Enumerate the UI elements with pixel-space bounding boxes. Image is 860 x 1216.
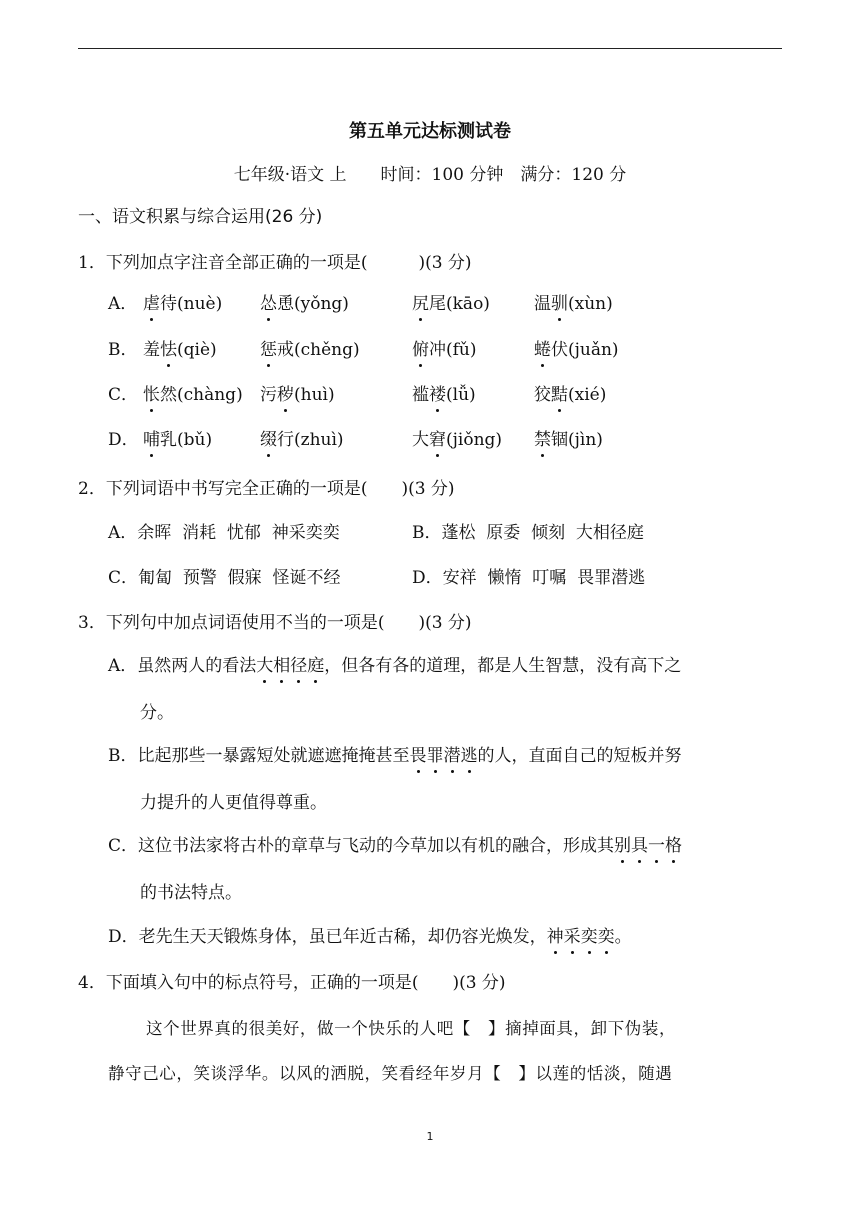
question-3-option-b-continued: 力提升的人更值得尊重。 xyxy=(140,793,327,813)
question-2-option-a: A．余晖 消耗 忧郁 神采奕奕 xyxy=(108,523,340,543)
question-1-term: 怅然(chàng) xyxy=(143,385,243,405)
question-1-term: 哺乳(bǔ) xyxy=(143,430,213,450)
question-1-stem: 1．下列加点字注音全部正确的一项是( )(3 分) xyxy=(78,253,472,273)
question-2-option-c: C．匍匐 预警 假寐 怪诞不经 xyxy=(108,568,341,588)
emphasis-dot-char: 虐 xyxy=(143,294,160,314)
question-1-option-label: C． xyxy=(108,385,139,405)
page-subtitle: 七年级·语文 上 时间：100 分钟 满分：120 分 xyxy=(233,165,627,185)
section-heading: 一、语文积累与综合运用(26 分) xyxy=(78,207,323,227)
question-3-option-b: B．比起那些一暴露短处就遮遮掩掩甚至畏罪潜逃的人，直面自己的短板并努 xyxy=(108,746,682,766)
question-1-option-label: D． xyxy=(108,430,139,450)
page-number: 1 xyxy=(426,1130,434,1143)
question-1-term: 大窘(jiǒng) xyxy=(412,430,503,450)
question-1-option-label: A． xyxy=(108,294,138,314)
question-1-term: 惩戒(chěng) xyxy=(260,340,360,360)
passage-line-2: 静守己心，笑谈浮华。以风的洒脱，笑看经年岁月【 】以莲的恬淡，随遇 xyxy=(108,1064,673,1083)
emphasis-dot-char: 蜷 xyxy=(534,340,551,360)
question-1-term: 怂恿(yǒng) xyxy=(260,294,349,314)
question-3-option-a: A．虽然两人的看法大相径庭，但各有各的道理，都是人生智慧，没有高下之 xyxy=(108,656,682,676)
question-1-term: 尻尾(kāo) xyxy=(412,294,490,314)
emphasis-dot-char: 缀 xyxy=(260,430,277,450)
emphasis-dot-char: 尻 xyxy=(412,294,429,314)
question-1-term: 缀行(zhuì) xyxy=(260,430,344,450)
question-1-term: 狡黠(xié) xyxy=(534,385,607,405)
question-1-term: 俯冲(fǔ) xyxy=(412,340,477,360)
question-1-term: 禁锢(jìn) xyxy=(534,430,603,450)
question-1-term: 温驯(xùn) xyxy=(534,294,613,314)
question-1-term: 污秽(huì) xyxy=(260,385,335,405)
question-1-term: 蜷伏(juǎn) xyxy=(534,340,619,360)
question-3-option-c-continued: 的书法特点。 xyxy=(140,883,242,903)
emphasis-dot-char: 怯 xyxy=(160,340,177,360)
question-1-term: 虐待(nuè) xyxy=(143,294,223,314)
question-3-stem: 3．下列句中加点词语使用不当的一项是( )(3 分) xyxy=(78,613,472,633)
emphasis-dot-char: 禁 xyxy=(534,430,551,450)
passage-line-1: 这个世界真的很美好，做一个快乐的人吧【 】摘掉面具，卸下伪装， xyxy=(146,1019,677,1038)
emphasis-dot-char: 褛 xyxy=(429,385,446,405)
question-3-option-c: C．这位书法家将古朴的章草与飞动的今草加以有机的融合，形成其别具一格 xyxy=(108,836,683,856)
emphasis-dot-char: 惩 xyxy=(260,340,277,360)
question-3-option-a-continued: 分。 xyxy=(140,703,174,723)
question-2-option-b: B．蓬松 原委 倾刻 大相径庭 xyxy=(412,523,644,543)
question-1-term: 褴褛(lǚ) xyxy=(412,385,476,405)
emphasis-dot-char: 驯 xyxy=(551,294,568,314)
emphasis-dot-char: 哺 xyxy=(143,430,160,450)
question-1-option-label: B． xyxy=(108,340,138,360)
emphasis-dot-char: 秽 xyxy=(277,385,294,405)
question-2-stem: 2．下列词语中书写完全正确的一项是( )(3 分) xyxy=(78,479,455,499)
emphasis-dot-char: 怂 xyxy=(260,294,277,314)
header-rule xyxy=(78,48,782,49)
emphasis-dot-char: 俯 xyxy=(412,340,429,360)
question-3-option-d: D．老先生天天锻炼身体，虽已年近古稀，却仍容光焕发，神采奕奕。 xyxy=(108,927,632,947)
question-1-term: 羞怯(qiè) xyxy=(143,340,217,360)
emphasis-dot-char: 怅 xyxy=(143,385,160,405)
page-title: 第五单元达标测试卷 xyxy=(349,121,511,142)
emphasis-dot-char: 黠 xyxy=(551,385,568,405)
emphasis-dot-char: 窘 xyxy=(429,430,446,450)
question-2-option-d: D．安祥 懒惰 叮嘱 畏罪潜逃 xyxy=(412,568,646,588)
question-4-stem: 4．下面填入句中的标点符号，正确的一项是( )(3 分) xyxy=(78,973,506,993)
